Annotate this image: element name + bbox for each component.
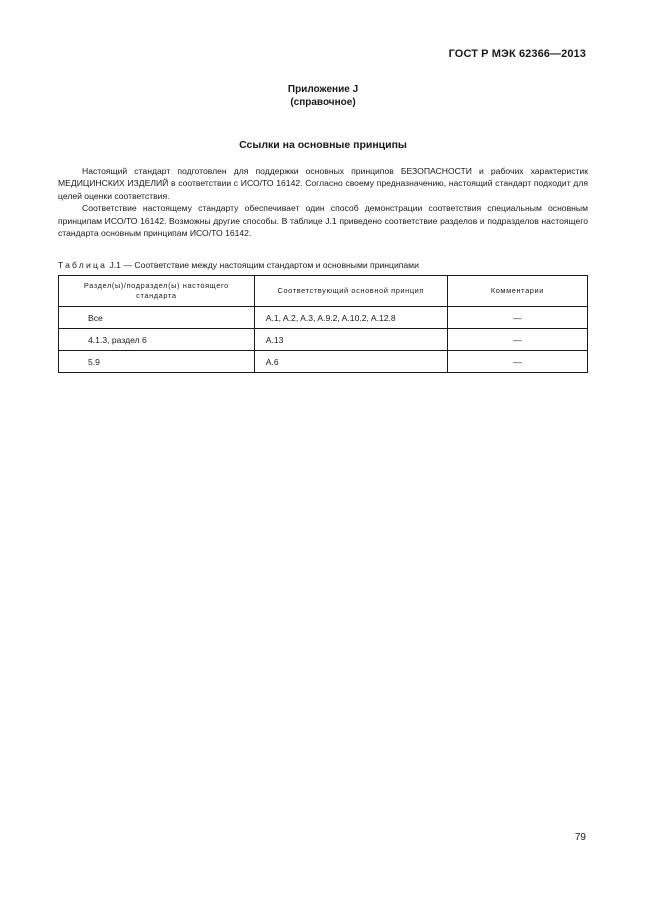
standard-designation: ГОСТ Р МЭК 62366—2013 [448,48,586,60]
header-principle: Соответствующий основной принцип [254,276,447,307]
paragraph: Настоящий стандарт подготовлен для поддержки основных принципов БЕЗОПАСНОСТИ и рабочих характеристик МЕДИЦИНСКИХ ИЗДЕЛИЙ в соответствии с ИСО/ТО 16142. Согласно своему предназначению, настоящий стандарт подходит для целей оценки соответствия. [58,166,588,201]
cell-principle: A.13 [254,329,447,351]
table-header-row [59,276,588,307]
cell-sections: Все [59,307,255,329]
cell-sections: 5.9 [59,351,255,373]
annex-subtitle: (справочное) [290,97,356,108]
paragraph: Соответствие настоящему стандарту обеспечивает один способ демонстрации соответствия специальным основным принципам ИСО/ТО 16142. Возможны другие способы. В таблице J.1 приведено соответствие разделов и подразделов настоящего стандарта основным принципам ИСО/ТО 16142. [58,203,588,239]
table-caption [58,260,419,270]
header-comments: Комментарии [447,276,587,307]
table-row [59,307,588,329]
table-caption-text: J.1 — Соответствие между настоящим стандартом и основными принципами [109,260,419,270]
annex-title: Приложение J [287,84,359,95]
cell-comment: — [447,329,587,351]
table-row [59,329,588,351]
body-text [58,165,588,239]
table-caption-label: Таблица [58,260,108,270]
cell-comment: — [447,307,587,329]
cell-principle: A.1, A.2, A.3, A.9.2, A.10.2, A.12.8 [254,307,447,329]
section-title: Ссылки на основные принципы [239,139,407,151]
page-number: 79 [574,832,586,843]
table-row [59,351,588,373]
header-sections: Раздел(ы)/подраздел(ы) настоящего стандарта [59,276,255,307]
cell-sections: 4.1.3, раздел 6 [59,329,255,351]
cell-comment: — [447,351,587,373]
reference-table [58,275,588,373]
cell-principle: A.6 [254,351,447,373]
annex-heading [0,83,646,109]
